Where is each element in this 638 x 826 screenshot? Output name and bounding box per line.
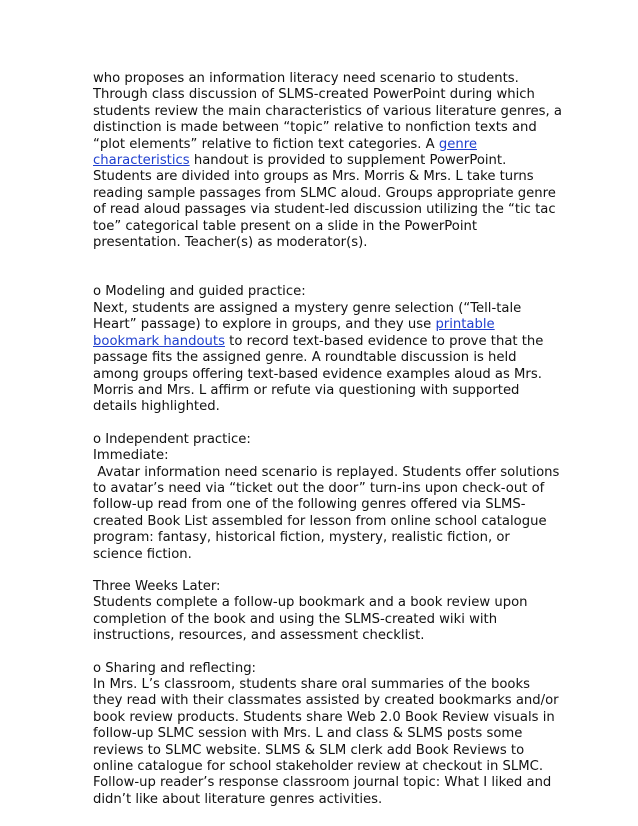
intro-paragraph: [93, 71, 563, 251]
genre-characteristics-link[interactable]: genre characteristics: [93, 136, 477, 169]
section-spacer: [93, 251, 563, 284]
printable-bookmark-handouts-link[interactable]: printable bookmark handouts: [93, 317, 495, 349]
section-spacer: [93, 563, 563, 579]
modeling-heading: o Modeling and guided practice:: [93, 284, 306, 300]
intro-text-part-2: handout is provided to supplement PowerPoint. Students are divided into groups as Mrs. Morris & Mrs. L take turns reading sample passages from SLMC aloud. Groups appropriate genre of read aloud passages via student-led discussion utilizing the “tic tac toe” categorical table present on a slide in the PowerPoint presentation. Teacher(s) as moderator(s).: [93, 153, 556, 251]
three-weeks-later-paragraph: Students complete a follow-up bookmark and a book review upon completion of the book and using the SLMS-created wiki with instructions, resources, and assessment checklist.: [93, 595, 528, 644]
independent-paragraph: Avatar information need scenario is replayed. Students offer solutions to avatar’s need via “ticket out the door” turn-ins upon check-out of follow-up read from one of the following genres offered via SLMS-created Book List assembled for lesson from online school catalogue program: fantasy, historical fiction, mystery, realistic fiction, or science fiction.: [93, 464, 564, 562]
document-page: [93, 71, 563, 808]
sharing-heading: o Sharing and reflecting:: [93, 660, 257, 676]
immediate-subheading: Immediate:: [93, 448, 169, 464]
three-weeks-later-heading: Three Weeks Later:: [93, 578, 221, 594]
modeling-text-part-1: Next, students are assigned a mystery genre selection (“Tell-tale Heart” passage) to explore in groups, and they use: [93, 300, 522, 333]
section-spacer: [93, 416, 563, 432]
modeling-text-part-2: to record text-based evidence to prove that the passage fits the assigned genre. A roundtable discussion is held among groups offering text-based evidence examples aloud as Mrs. Morris and Mrs. L affirm or refute via questioning with supported details highlighted.: [93, 333, 544, 415]
sharing-paragraph: In Mrs. L’s classroom, students share oral summaries of the books they read with their classmates assisted by created bookmarks and/or book review products. Students share Web 2.0 Book Review visuals in follow-up SLMC session with Mrs. L and class & SLMS posts some reviews to SLMC website. SLMS & SLM clerk add Book Reviews to online catalogue for school stakeholder review at checkout in SLMC. Follow-up reader’s response classroom journal topic: What I liked and didn’t like about literature genres activities.: [93, 677, 559, 807]
intro-text-part-1: who proposes an information literacy need scenario to students. Through class discussion of SLMS-created PowerPoint during which students review the main characteristics of various literature genres, a distinction is made between “topic” relative to nonfiction texts and “plot elements” relative to fiction text categories. A: [93, 71, 562, 152]
modeling-paragraph: [93, 301, 563, 416]
section-spacer: [93, 645, 563, 661]
independent-heading: o Independent practice:: [93, 431, 251, 447]
